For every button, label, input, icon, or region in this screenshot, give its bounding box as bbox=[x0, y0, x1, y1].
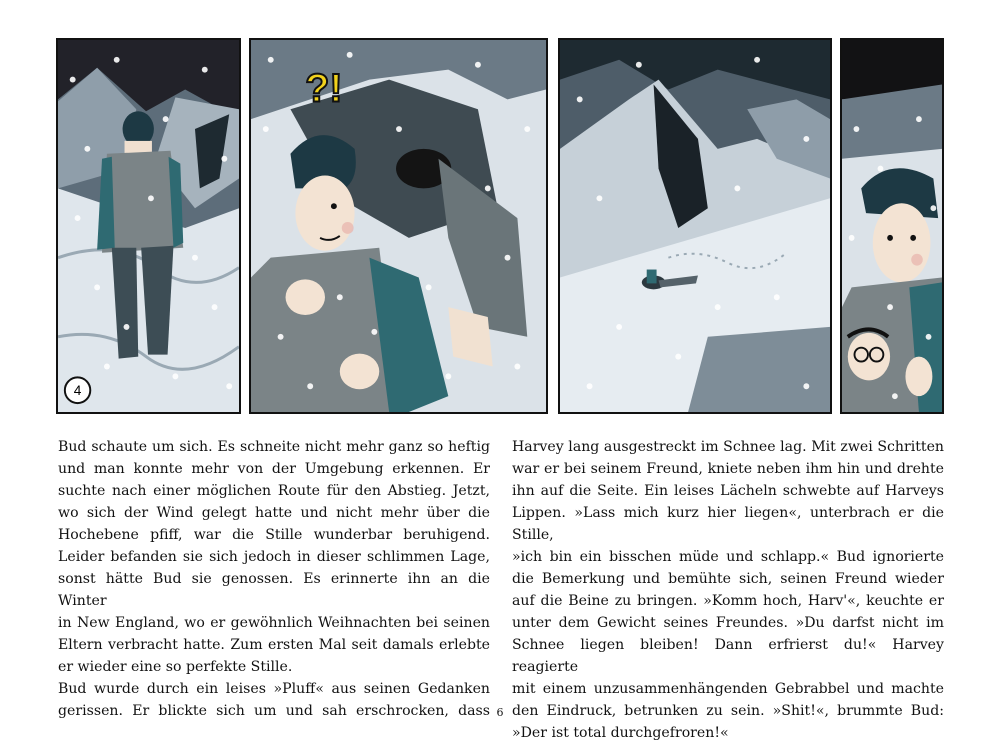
text-line: Bud wurde durch ein leises »Pluff« aus seinen Gedanken bbox=[58, 681, 490, 697]
comic-panel-2 bbox=[249, 38, 548, 414]
text-line: war er bei seinem Freund, kniete neben ihm hin und drehte bbox=[512, 461, 944, 477]
panel-number-marker: 4 bbox=[73, 383, 82, 399]
text-line: Leider befanden sie sich jedoch in dieser schlimmen Lage, bbox=[58, 549, 490, 565]
surprise-exclamation: ?! bbox=[305, 66, 343, 111]
text-line: er wieder eine so perfekte Stille. bbox=[58, 659, 293, 675]
text-line: Schnee liegen bleiben! Dann erfrierst du!« Harvey reagierte bbox=[512, 637, 944, 675]
text-line: Harvey lang ausgestreckt im Schnee lag. Mit zwei Schritten bbox=[512, 439, 944, 455]
text-line: suchte nach einer möglichen Route für den Abstieg. Jetzt, bbox=[58, 483, 490, 499]
text-line: gerissen. Er blickte sich um und sah erschrocken, dass bbox=[58, 703, 490, 719]
text-column-left bbox=[58, 436, 490, 722]
text-line: »ich bin ein bisschen müde und schlapp.« Bud ignorierte bbox=[512, 549, 944, 565]
text-line: sonst hätte Bud sie genossen. Es erinnerte ihn an die Winter bbox=[58, 571, 490, 609]
comic-panel-3 bbox=[558, 38, 832, 414]
text-column-right bbox=[512, 436, 944, 744]
comic-panel-1 bbox=[56, 38, 241, 414]
text-line: wo sich der Wind gelegt hatte und nicht mehr über die bbox=[58, 505, 490, 521]
text-line: ihn auf die Seite. Ein leises Lächeln schwebte auf Harveys bbox=[512, 483, 944, 499]
text-line: mit einem unzusammenhängenden Gebrabbel und machte bbox=[512, 681, 944, 697]
text-line: »Der ist total durchgefroren!« bbox=[512, 725, 729, 741]
comic-strip bbox=[56, 38, 944, 416]
text-line: und man konnte mehr von der Umgebung erkennen. Er bbox=[58, 461, 490, 477]
text-line: auf die Beine zu bringen. »Komm hoch, Harv'«, keuchte er bbox=[512, 593, 944, 609]
text-line: Lippen. »Lass mich kurz hier liegen«, unterbrach er die Stille, bbox=[512, 505, 944, 543]
text-line: den Eindruck, betrunken zu sein. »Shit!«, brummte Bud: bbox=[512, 703, 944, 719]
text-line: Hochebene pfiff, war die Stille wunderbar beruhigend. bbox=[58, 527, 490, 543]
text-line: Bud schaute um sich. Es schneite nicht mehr ganz so heftig bbox=[58, 439, 490, 455]
text-line: die Bemerkung und bemühte sich, seinen Freund wieder bbox=[512, 571, 944, 587]
text-line: in New England, wo er gewöhnlich Weihnachten bei seinen bbox=[58, 615, 490, 631]
comic-panel-4 bbox=[840, 38, 944, 414]
text-line: unter dem Gewicht seines Freundes. »Du darfst nicht im bbox=[512, 615, 944, 631]
page-number: 6 bbox=[496, 706, 504, 719]
text-line: Eltern verbracht hatte. Zum ersten Mal seit damals erlebte bbox=[58, 637, 490, 653]
